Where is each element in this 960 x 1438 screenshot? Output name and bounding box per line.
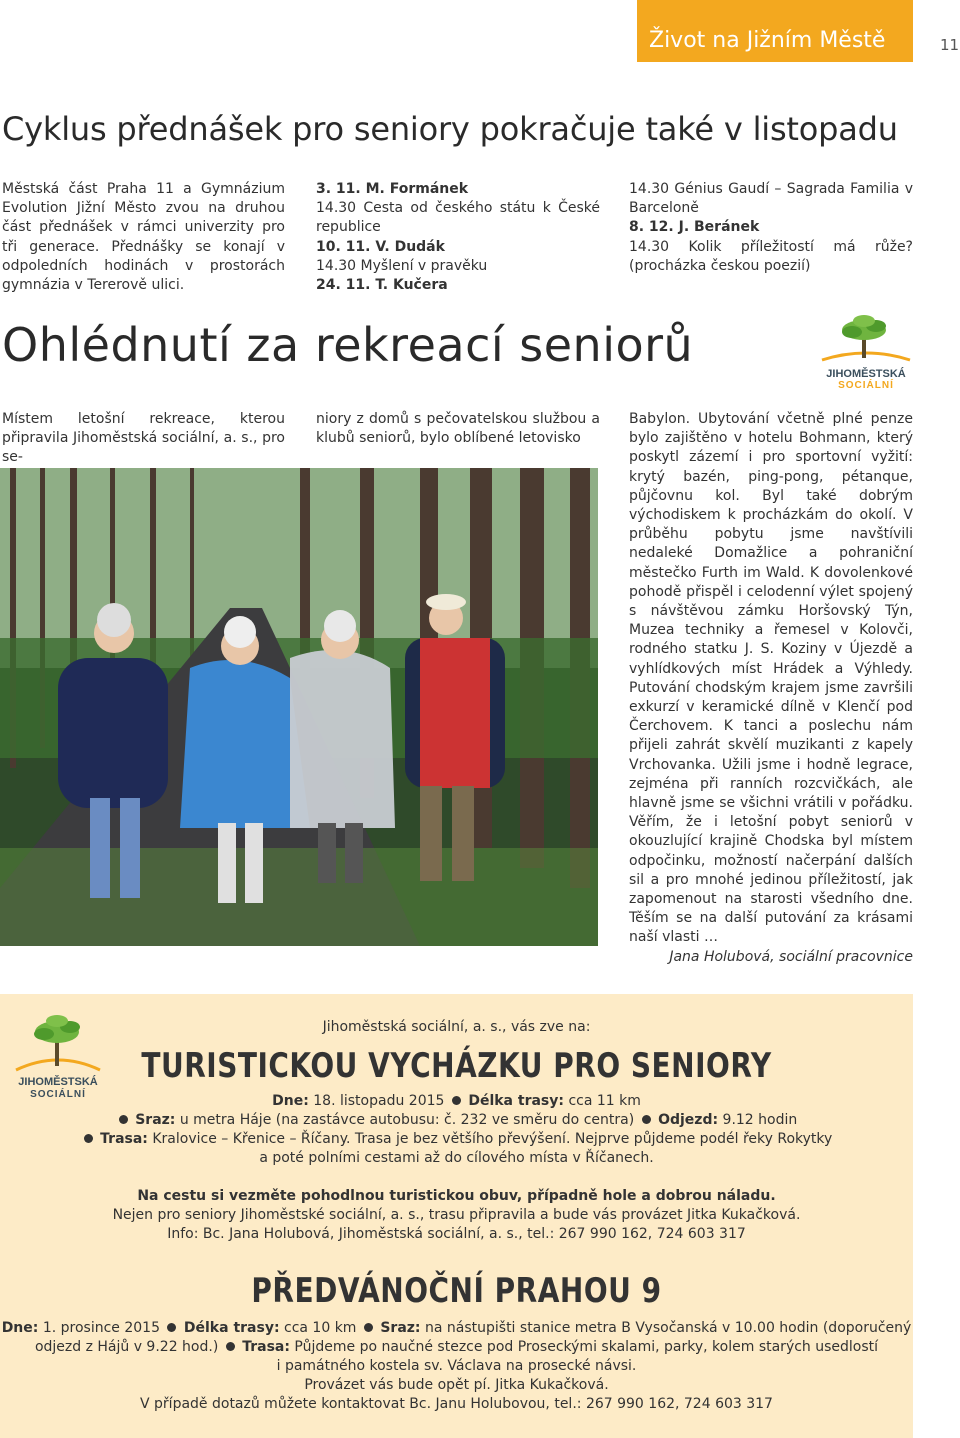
lecture-topic: 14.30 Kolik příležitostí má růže? (procházka českou poezií) bbox=[629, 238, 913, 274]
event2-guide: Provázet vás bude opět pí. Jitka Kukačková. bbox=[304, 1377, 609, 1393]
bullet-icon bbox=[364, 1323, 373, 1332]
event1-title: TURISTICKOU VYCHÁZKU PRO SENIORY bbox=[141, 1045, 772, 1086]
event1-route2: a poté polními cestami až do cílového místa v Říčanech. bbox=[259, 1150, 654, 1166]
bullet-icon bbox=[167, 1323, 176, 1332]
event2-route2: i památného kostela sv. Václava na prosecké návsi. bbox=[276, 1358, 637, 1374]
signature: Jana Holubová, sociální pracovnice bbox=[669, 948, 913, 965]
event1-meet: u metra Háje (na zastávce autobusu: č. 232 ve směru do centra) bbox=[179, 1112, 635, 1128]
label: Sraz: bbox=[380, 1320, 421, 1336]
event2-line2 bbox=[0, 1338, 913, 1357]
label: Dne: bbox=[272, 1093, 309, 1109]
event1-date: 18. listopadu 2015 bbox=[313, 1093, 445, 1109]
event2-route: Půjdeme po naučné stezce pod Proseckými skalami, parky, kolem starých usedlostí bbox=[294, 1339, 879, 1355]
event2-title: PŘEDVÁNOČNÍ PRAHOU 9 bbox=[251, 1270, 662, 1311]
lecture-topic: 14.30 Cesta od českého státu k České republice bbox=[316, 200, 600, 236]
logo-line1: JIHOMĚSTSKÁ bbox=[18, 1076, 98, 1088]
event2-length: cca 10 km bbox=[284, 1320, 357, 1336]
event2-meet2: odjezd z Hájů v 9.22 hod.) bbox=[34, 1339, 219, 1355]
event1-line1 bbox=[0, 1092, 913, 1111]
recreation-text: Babylon. Ubytování včetně plné penze bylo zajištěno v hotelu Bohmann, který poskytl zázemí i pro sportovní vyžití: krytý bazén, ping-pong, pétanque, půjčovnu kol. Byl také dobrým východiskem k procházkám do okolí. V průběhu pobytu jsme navštívili nedaleké Domažlice a pohraniční městečko Furth im Wald. K dovolenkové pohodě přispěl i celodenní výlet spojený s návštěvou zámku Horšovský Týn, Muzea techniky a řemesel v Kolovči, rodného statku J. S. Koziny v Újezdě a vyhlídkových míst Hrádek a Výhledy. Putování chodským krajem jsme završili exkurzí v keramické dílně v Klenčí pod Čerchovem. K tanci a poslechu nám přijeli zahrát skvělí muzikanti z kapely Vrchovanka. Užili jsme i hodně legrace, zejména při ranních rozcvičkách, ale hlavně jsme se všichni vrátili v pořádku. Věřím, že i letošní pobyt seniorů v okouzlující krajině Chodska byl místem odpočinku, možností načerpání dalších sil a pro mnohé jedinou příležitostí, jak zapomenout na starosti všedního dne. Těším se na další putování za krásami naší vlasti … bbox=[629, 411, 913, 946]
event1-route: Kralovice – Křenice – Říčany. Trasa je bez většího převýšení. Nejprve půjdeme podél řeky Rokytky bbox=[152, 1131, 833, 1147]
lecture-list-col3 bbox=[629, 180, 913, 276]
lecture-topic: 14.30 Myšlení v pravěku bbox=[316, 257, 488, 274]
label: Trasa: bbox=[100, 1131, 148, 1147]
logo-line1: JIHOMĚSTSKÁ bbox=[826, 368, 906, 380]
label: Délka trasy: bbox=[183, 1320, 280, 1336]
section-header-tag: Život na Jižním Městě bbox=[637, 0, 913, 62]
event2-contact: V případě dotazů můžete kontaktovat Bc. Janu Holubovou, tel.: 267 990 162, 724 603 317 bbox=[140, 1396, 773, 1412]
label: Dne: bbox=[1, 1320, 39, 1336]
lecture-date: 10. 11. V. Dudák bbox=[316, 238, 445, 255]
article-title-lectures: Cyklus přednášek pro seniory pokračuje také v listopadu bbox=[2, 110, 898, 148]
invite-intro: Jihoměstská sociální, a. s., vás zve na: bbox=[322, 1019, 591, 1035]
event1-note1: Nejen pro seniory Jihoměstské sociální, a. s., trasu připravila a bude vás provázet Jitka Kukačková. bbox=[112, 1207, 801, 1223]
event1-depart: 9.12 hodin bbox=[722, 1112, 798, 1128]
label: Sraz: bbox=[135, 1112, 176, 1128]
bullet-icon bbox=[119, 1115, 128, 1124]
event2-meet: na nástupišti stanice metra B Vysočanská v 10.00 hodin (doporučený bbox=[424, 1320, 912, 1336]
recreation-text: Místem letošní rekreace, kterou připravila Jihoměstská sociální, a. s., pro se- bbox=[2, 411, 285, 466]
recreation-col3 bbox=[629, 410, 913, 967]
recreation-col2 bbox=[316, 410, 600, 448]
recreation-col1 bbox=[2, 410, 285, 468]
lecture-topic: 14.30 Génius Gaudí – Sagrada Familia v Barceloně bbox=[629, 181, 913, 217]
lecture-date: 24. 11. T. Kučera bbox=[316, 277, 448, 294]
event1-line3 bbox=[0, 1130, 913, 1149]
company-logo bbox=[818, 312, 914, 392]
label: Trasa: bbox=[242, 1339, 290, 1355]
label: Odjezd: bbox=[658, 1112, 719, 1128]
recreation-text: niory z domů s pečovatelskou službou a klubů seniorů, bylo oblíbené letovisko bbox=[316, 411, 600, 447]
lectures-intro: Městská část Praha 11 a Gymnázium Evolution Jižní Město zvou na druhou část přednášek v rámci univerzity pro tři generace. Přednášky se konají v odpoledních hodinách v prostorách gymnázia v Tererově ulici. bbox=[2, 181, 285, 294]
lecture-list-col2 bbox=[316, 180, 600, 295]
bullet-icon bbox=[452, 1096, 461, 1105]
logo-line2: SOCIÁLNÍ bbox=[838, 380, 894, 391]
page-number: 11 bbox=[940, 36, 960, 54]
bullet-icon bbox=[84, 1134, 93, 1143]
event1-note2: Info: Bc. Jana Holubová, Jihoměstská sociální, a. s., tel.: 267 990 162, 724 603 317 bbox=[167, 1226, 746, 1242]
label: Délka trasy: bbox=[468, 1093, 564, 1109]
bullet-icon bbox=[642, 1115, 651, 1124]
event2-line1 bbox=[0, 1319, 913, 1338]
invitation-box bbox=[0, 994, 913, 1438]
seniors-hiking-photo bbox=[0, 468, 598, 946]
lecture-date: 3. 11. M. Formánek bbox=[316, 181, 469, 197]
lecture-date: 8. 12. J. Beránek bbox=[629, 219, 760, 236]
event1-length: cca 11 km bbox=[568, 1093, 641, 1109]
event1-line2 bbox=[0, 1111, 913, 1130]
article-title-recreation: Ohlédnutí za rekreací seniorů bbox=[2, 318, 694, 372]
tree-icon bbox=[818, 312, 914, 368]
logo-line2: SOCIÁLNÍ bbox=[30, 1089, 86, 1100]
bullet-icon bbox=[226, 1342, 235, 1351]
event1-note-bold: Na cestu si vezměte pohodlnou turistickou obuv, případně hole a dobrou náladu. bbox=[137, 1188, 776, 1204]
event2-date: 1. prosince 2015 bbox=[42, 1320, 160, 1336]
